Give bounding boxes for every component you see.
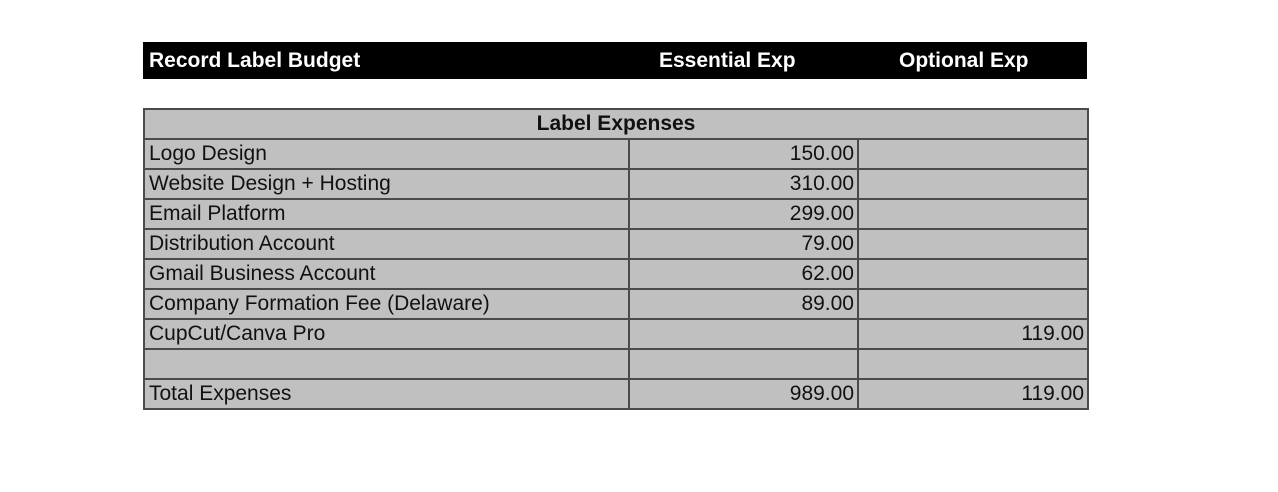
budget-title: Record Label Budget (149, 49, 361, 72)
essential-amount-cell[interactable]: 310.00 (629, 169, 858, 199)
table-row (144, 259, 1088, 289)
table-row-empty (144, 349, 1088, 379)
total-row (144, 379, 1088, 409)
expense-name-cell[interactable]: Logo Design (144, 139, 629, 169)
table-row (144, 229, 1088, 259)
optional-amount-cell[interactable] (858, 229, 1088, 259)
essential-amount-cell[interactable] (629, 319, 858, 349)
essential-amount-cell[interactable]: 150.00 (629, 139, 858, 169)
expense-name-cell[interactable]: CupCut/Canva Pro (144, 319, 629, 349)
total-essential-amount[interactable]: 989.00 (629, 379, 858, 409)
optional-amount-cell[interactable]: 119.00 (858, 319, 1088, 349)
essential-amount-cell[interactable]: 79.00 (629, 229, 858, 259)
essential-amount-cell[interactable]: 62.00 (629, 259, 858, 289)
optional-amount-cell[interactable] (858, 289, 1088, 319)
expense-name-cell[interactable] (144, 349, 629, 379)
essential-exp-column-header: Essential Exp (659, 49, 796, 72)
optional-amount-cell[interactable] (858, 349, 1088, 379)
optional-exp-column-header: Optional Exp (899, 49, 1029, 72)
essential-amount-cell[interactable]: 299.00 (629, 199, 858, 229)
label-expenses-table (143, 108, 1089, 410)
optional-amount-cell[interactable] (858, 169, 1088, 199)
budget-header-bar (143, 42, 1087, 79)
expense-name-cell[interactable]: Distribution Account (144, 229, 629, 259)
total-optional-amount[interactable]: 119.00 (858, 379, 1088, 409)
essential-amount-cell[interactable] (629, 349, 858, 379)
expense-name-cell[interactable]: Company Formation Fee (Delaware) (144, 289, 629, 319)
optional-amount-cell[interactable] (858, 199, 1088, 229)
essential-amount-cell[interactable]: 89.00 (629, 289, 858, 319)
table-row (144, 319, 1088, 349)
total-label[interactable]: Total Expenses (144, 379, 629, 409)
table-row (144, 169, 1088, 199)
expense-name-cell[interactable]: Email Platform (144, 199, 629, 229)
optional-amount-cell[interactable] (858, 259, 1088, 289)
table-row (144, 139, 1088, 169)
section-title-row (144, 109, 1088, 139)
table-row (144, 199, 1088, 229)
optional-amount-cell[interactable] (858, 139, 1088, 169)
expense-name-cell[interactable]: Gmail Business Account (144, 259, 629, 289)
section-title: Label Expenses (144, 109, 1088, 139)
table-row (144, 289, 1088, 319)
expense-name-cell[interactable]: Website Design + Hosting (144, 169, 629, 199)
